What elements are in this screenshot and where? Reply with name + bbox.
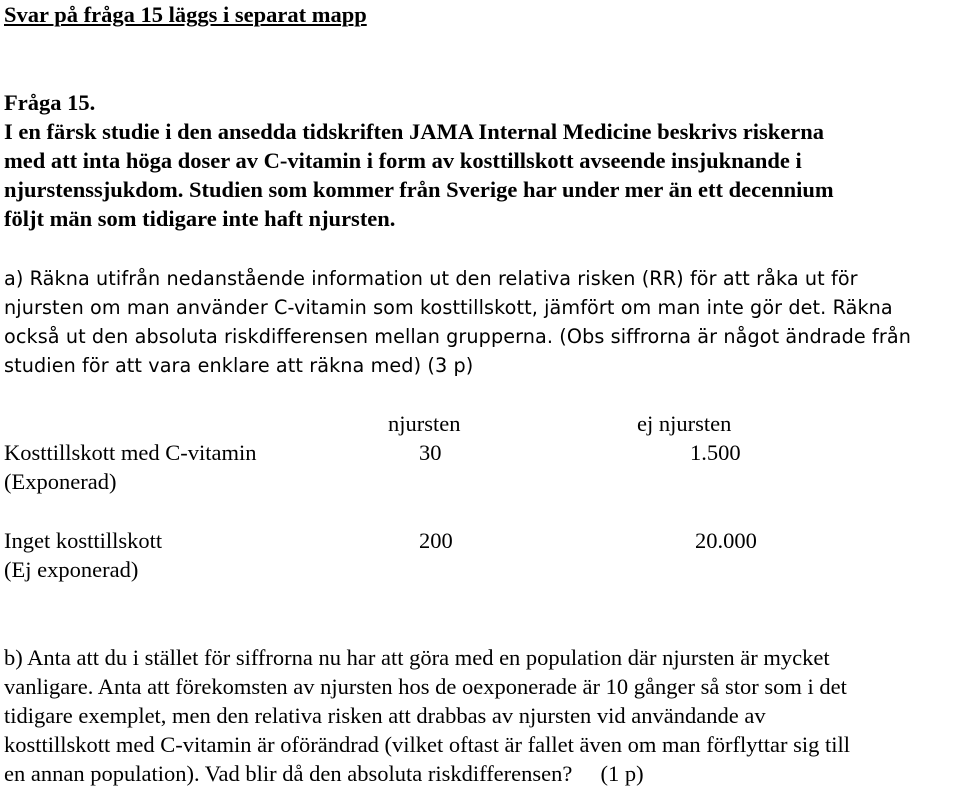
part-a-line-3: också ut den absoluta riskdifferensen mellan grupperna. (Obs siffrorna är något ändrade från bbox=[4, 325, 911, 348]
row-2-sublabel: (Ej exponerad) bbox=[4, 557, 139, 582]
part-b-line-3: tidigare exemplet, men den relativa risken att drabbas av njursten vid användande av bbox=[4, 703, 766, 728]
row-2-value-ej-njursten: 20.000 bbox=[695, 528, 757, 553]
row-2-label: Inget kosttillskott bbox=[4, 528, 163, 553]
intro-line-2: med att inta höga doser av C-vitamin i form av kosttillskott avseende insjuknande i bbox=[4, 148, 802, 173]
intro-line-4: följt män som tidigare inte haft njursten. bbox=[4, 206, 396, 231]
part-b-line-4: kosttillskott med C-vitamin är oförändrad (vilket oftast är fallet även om man förflyttar sig till bbox=[4, 732, 851, 757]
part-a-line-2: njursten om man använder C-vitamin som kosttillskott, jämfört om man inte gör det. Räkna bbox=[4, 296, 893, 319]
page-header: Svar på fråga 15 läggs i separat mapp bbox=[4, 2, 367, 27]
part-a-line-4: studien för att vara enklare att räkna med) (3 p) bbox=[4, 354, 474, 377]
row-1-value-njursten: 30 bbox=[419, 440, 442, 465]
row-1-value-ej-njursten: 1.500 bbox=[690, 440, 741, 465]
part-a-line-1: a) Räkna utifrån nedanstående information ut den relativa risken (RR) för att råka ut för bbox=[4, 267, 858, 290]
part-b-line-5: en annan population). Vad blir då den absoluta riskdifferensen? (1 p) bbox=[4, 761, 644, 786]
row-2-value-njursten: 200 bbox=[419, 528, 453, 553]
intro-line-3: njurstenssjukdom. Studien som kommer från Sverige har under mer än ett decennium bbox=[4, 177, 834, 202]
intro-line-1: I en färsk studie i den ansedda tidskriften JAMA Internal Medicine beskrivs riskerna bbox=[4, 119, 825, 144]
part-b-line-2: vanligare. Anta att förekomsten av njursten hos de oexponerade är 10 gånger så stor som i det bbox=[4, 674, 847, 699]
row-1-sublabel: (Exponerad) bbox=[4, 469, 117, 494]
question-heading: Fråga 15. bbox=[4, 90, 96, 115]
part-b-line-1: b) Anta att du i stället för siffrorna nu har att göra med en population där njursten är mycket bbox=[4, 645, 830, 670]
row-1-label: Kosttillskott med C-vitamin bbox=[4, 440, 257, 465]
table-header-njursten: njursten bbox=[388, 411, 461, 436]
table-header-ej-njursten: ej njursten bbox=[637, 411, 732, 436]
